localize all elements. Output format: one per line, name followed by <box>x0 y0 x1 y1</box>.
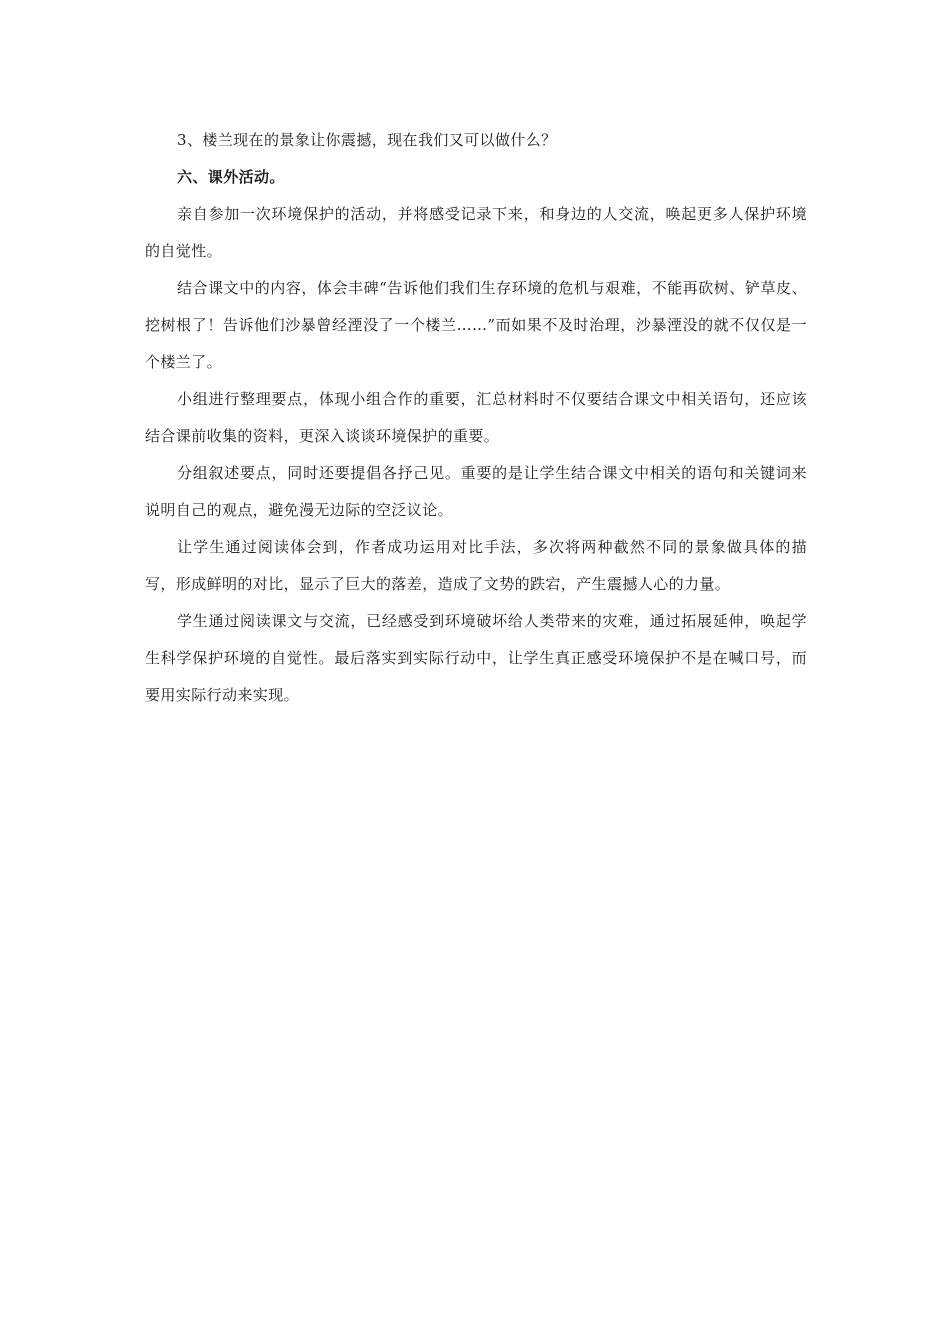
document-body <box>145 122 807 714</box>
section-6-heading: 六、课外活动。 <box>177 168 285 186</box>
question-3: 3、楼兰现在的景象让你震撼，现在我们又可以做什么？ <box>177 131 557 149</box>
paragraph-4: 分组叙述要点，同时还要提倡各抒己见。重要的是让学生结合课文中相关的语句和关键词来说明自己的观点，避免漫无边际的空泛议论。 <box>145 464 807 519</box>
paragraph-5: 让学生通过阅读体会到，作者成功运用对比手法，多次将两种截然不同的景象做具体的描写，形成鲜明的对比，显示了巨大的落差，造成了文势的跌宕，产生震撼人心的力量。 <box>145 538 807 593</box>
paragraph-2: 结合课文中的内容，体会丰碑“告诉他们我们生存环境的危机与艰难，不能再砍树、铲草皮、挖树根了！告诉他们沙暴曾经湮没了一个楼兰……”而如果不及时治理，沙暴湮没的就不仅仅是一个楼兰了。 <box>145 279 807 371</box>
paragraph-3: 小组进行整理要点，体现小组合作的重要，汇总材料时不仅要结合课文中相关语句，还应该结合课前收集的资料，更深入谈谈环境保护的重要。 <box>145 390 807 445</box>
paragraph-6: 学生通过阅读课文与交流，已经感受到环境破坏给人类带来的灾难，通过拓展延伸，唤起学生科学保护环境的自觉性。最后落实到实际行动中，让学生真正感受环境保护不是在喊口号，而要用实际行动来实现。 <box>145 612 807 704</box>
paragraph-1: 亲自参加一次环境保护的活动，并将感受记录下来，和身边的人交流，唤起更多人保护环境的自觉性。 <box>145 205 807 260</box>
